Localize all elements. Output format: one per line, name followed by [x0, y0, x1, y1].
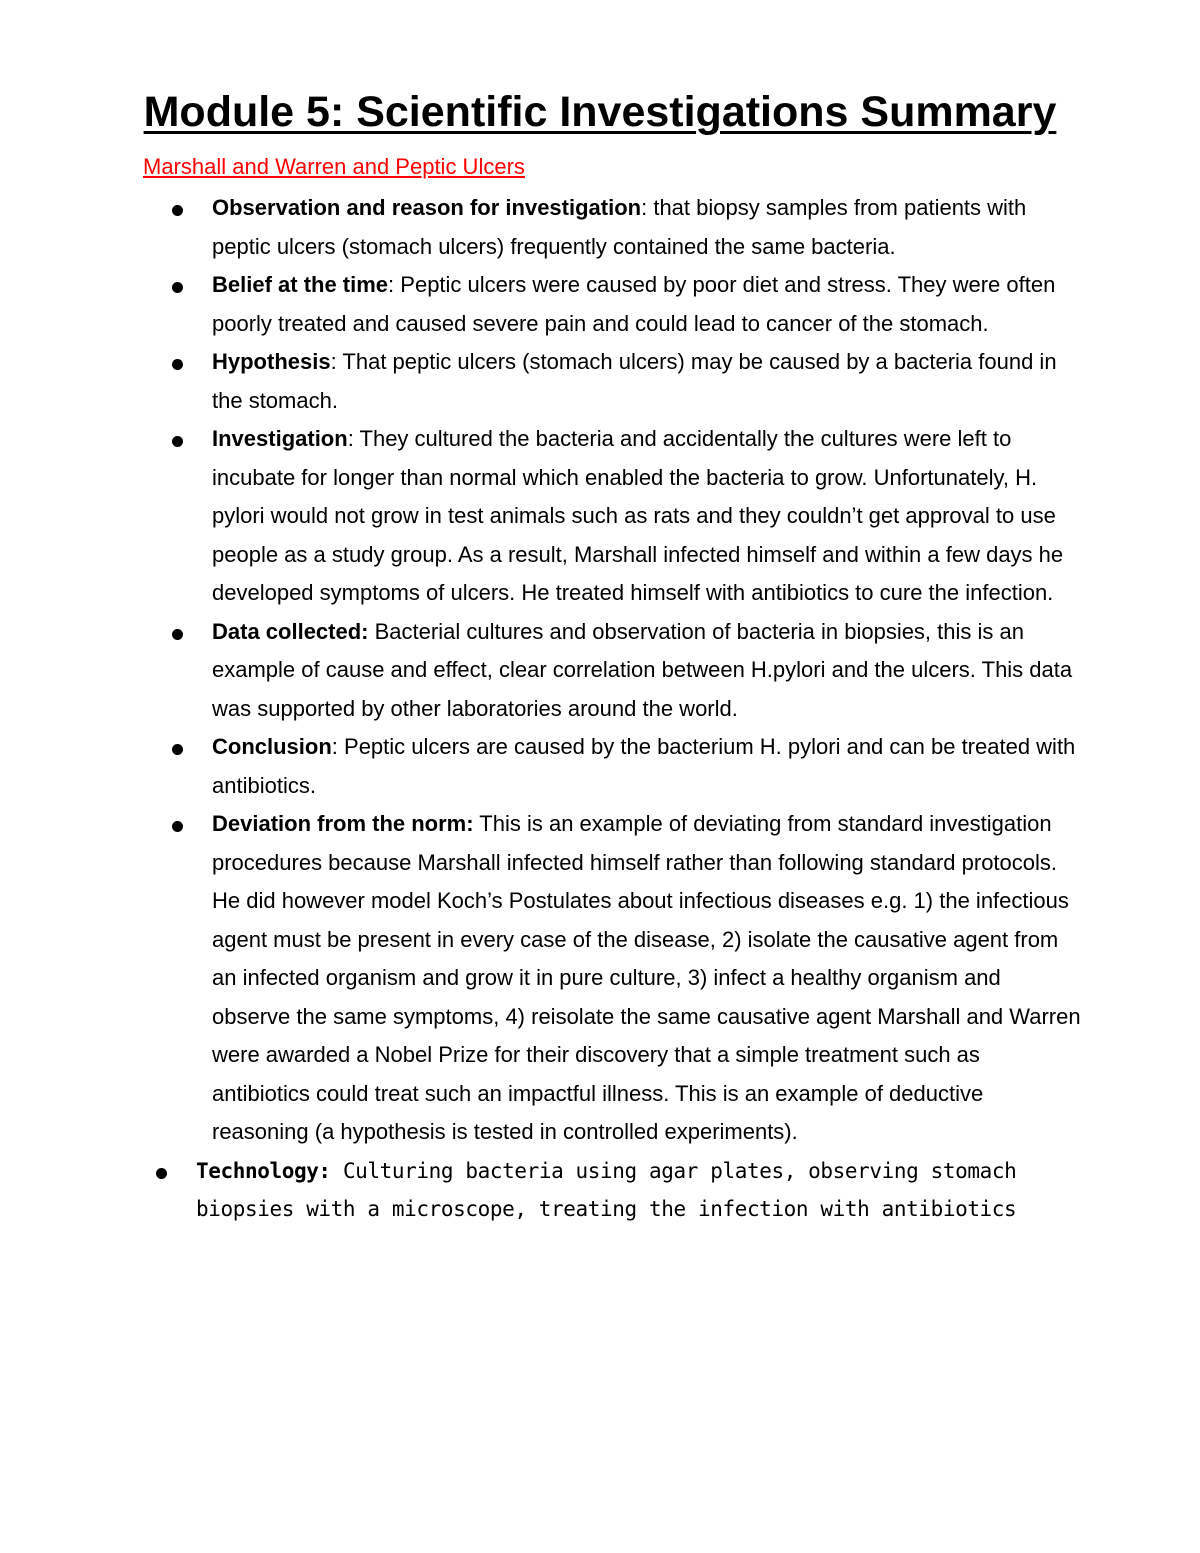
item-separator: : [347, 426, 360, 451]
list-item-observation [212, 189, 1082, 266]
list-item-conclusion [212, 728, 1082, 805]
bullet-icon [172, 821, 183, 832]
item-separator: : [330, 349, 343, 374]
list-item-investigation [212, 420, 1082, 613]
item-text: This is an example of deviating from standard investigation procedures because Marshall infected himself rather than following standard protocols. He did however model Koch’s Postulates about infectious diseases e.g. 1) the infectious agent must be present in every case of the disease, 2) isolate the causative agent from an infected organism and grow it in pure culture, 3) infect a healthy organism and observe the same symptoms, 4) reisolate the same causative agent Marshall and Warren were awarded a Nobel Prize for their discovery that a simple treatment such as antibiotics could treat such an impactful illness. This is an example of deductive reasoning (a hypothesis is tested in controlled experiments). [212, 811, 1081, 1144]
item-text: That peptic ulcers (stomach ulcers) may be caused by a bacteria found in the stomach. [212, 349, 1057, 413]
section-heading: Marshall and Warren and Peptic Ulcers [143, 154, 525, 179]
item-text: Culturing bacteria using agar plates, observing stomach biopsies with a microscope, treating the infection with antibiotics [196, 1158, 1017, 1221]
bullet-icon [172, 205, 183, 216]
list-item-technology [196, 1152, 1082, 1229]
item-separator [331, 1159, 343, 1183]
item-separator: : [641, 195, 654, 220]
item-label: Conclusion [212, 734, 332, 759]
page-title: Module 5: Scientific Investigations Summary [143, 88, 1057, 136]
item-label: Technology: [196, 1158, 331, 1183]
bullet-icon [156, 1168, 167, 1179]
list-item-data-collected [212, 613, 1082, 729]
list-item-belief [212, 266, 1082, 343]
item-separator: : [331, 734, 345, 759]
list-item-hypothesis [212, 343, 1082, 420]
bullet-icon [172, 744, 183, 755]
item-text: Peptic ulcers were caused by poor diet and stress. They were often poorly treated and caused severe pain and could lead to cancer of the stomach. [212, 272, 1056, 336]
item-label: Observation and reason for investigation [212, 195, 642, 220]
item-text: Peptic ulcers are caused by the bacterium H. pylori and can be treated with antibiotics. [212, 734, 1076, 798]
item-text: that biopsy samples from patients with peptic ulcers (stomach ulcers) frequently contained the same bacteria. [212, 195, 1027, 259]
item-label: Hypothesis [212, 349, 331, 374]
item-label: Data collected: [212, 618, 369, 644]
item-label: Belief at the time [212, 272, 389, 297]
list-item-deviation [212, 805, 1082, 1152]
summary-list [196, 189, 1082, 1229]
item-label: Investigation [212, 426, 348, 451]
bullet-icon [172, 282, 183, 293]
item-separator: : [388, 272, 401, 297]
bullet-icon [172, 359, 183, 370]
bullet-icon [172, 629, 183, 640]
item-text: Bacterial cultures and observation of bacteria in biopsies, this is an example of cause and effect, clear correlation between H.pylori and the ulcers. This data was supported by other laboratories around the world. [212, 618, 1073, 721]
item-text: They cultured the bacteria and accidentally the cultures were left to incubate for longer than normal which enabled the bacteria to grow. Unfortunately, H. pylori would not grow in test animals such as rats and they couldn’t get approval to use people as a study group. As a result, Marshall infected himself and within a few days he developed symptoms of ulcers. He treated himself with antibiotics to cure the infection. [212, 426, 1064, 605]
bullet-icon [172, 436, 183, 447]
item-label: Deviation from the norm: [212, 811, 474, 836]
